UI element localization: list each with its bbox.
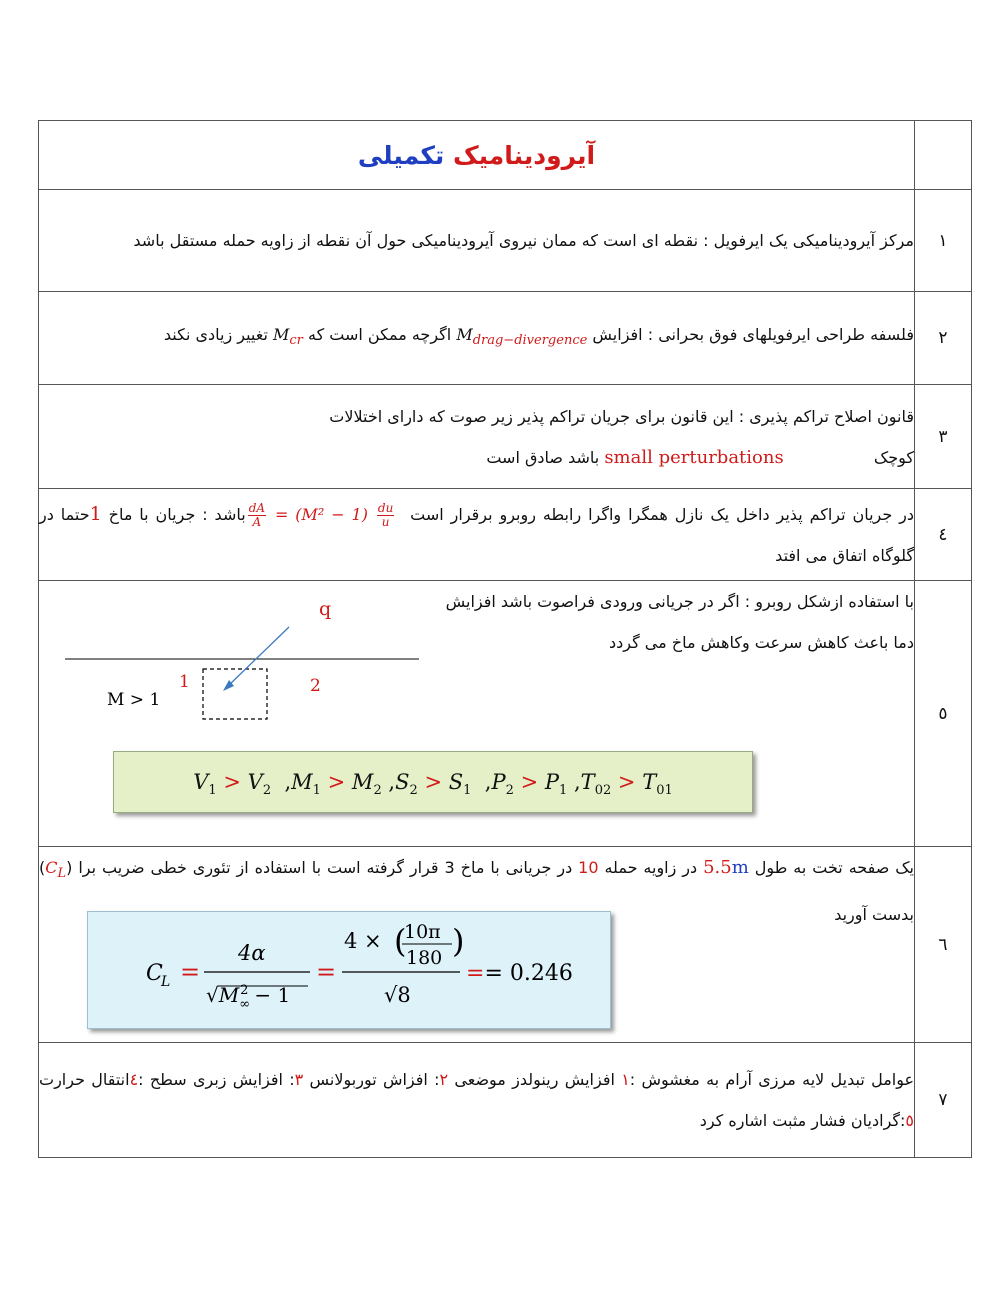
frac-num: dA: [248, 500, 266, 515]
row-7-text-d: : افزایش زبری سطح: [149, 1070, 295, 1089]
m1-subscript: drag−divergence: [472, 333, 588, 349]
length-unit: m: [731, 857, 749, 878]
formula-num1: 4α: [238, 941, 266, 965]
row-7-text-b: افزایش رینولدز موضعی: [454, 1070, 615, 1089]
row-2-text-c: تغییر زیادی نکند: [163, 325, 268, 345]
control-volume: [203, 669, 267, 719]
row-text: یک صفحه تخت به طول 5.5m در زاویه حمله 10 در جریانی با ماخ 3 قرار گرفته است با استفاده از تئوری خطی ضریب برا $(C_L)$ بدست آورید C L = 4α $√M_\infty 2 - 1$ = 4 × ( 10π 180 ) √8 == 0.246: [39, 847, 915, 1043]
relation-middle: = (M² − 1): [274, 504, 368, 524]
title-row: [39, 121, 972, 190]
formula-den1: $√M_\infty 2 - 1$: [206, 983, 291, 1012]
title-part1: آیرودینامیک: [452, 140, 596, 170]
paren-close: ): [452, 922, 465, 960]
equals-2: =: [316, 958, 337, 986]
eq-var: S: [395, 770, 410, 794]
row-6-text-d: بدست آورید: [834, 905, 914, 925]
m1-symbol: M: [456, 325, 473, 345]
row-3-text-a: کوچک: [873, 447, 914, 467]
row-3-text-c: باشد صادق است: [486, 447, 600, 467]
formula-result: == 0.246: [466, 961, 573, 986]
row-number: ٦: [915, 847, 972, 1043]
cl-symbol: C: [45, 858, 58, 877]
row-4-text-c: حتما در گلوگاه اتفاق می افتد: [39, 504, 914, 565]
row-3-line2: [39, 437, 914, 478]
pi-numerator: 10π: [404, 921, 441, 943]
row-1-text: مرکز آیرودینامیکی یک ایرفویل : نقطه ای است که ممان نیروی آیرودینامیکی حول آن نقطه از زاویه حمله مستقل باشد: [133, 231, 914, 250]
formula-num2: 4 ×: [344, 929, 382, 953]
plate-length: 5.5: [703, 857, 732, 878]
area-velocity-relation: [246, 500, 404, 529]
row-6-text-b: در زاویه حمله: [604, 858, 698, 877]
angle-of-attack: 10: [578, 858, 599, 877]
station-1-label: 1: [179, 672, 190, 692]
row-5-line1: با استفاده ازشکل روبرو : اگر در جریانی ورودی فراصوت باشد افزایش: [445, 592, 914, 611]
row-number: ٥: [915, 581, 972, 847]
row-4-text-a: در جریان تراکم پذیر داخل یک نازل همگرا واگرا رابطه روبرو برقرار است: [410, 504, 915, 524]
station-2-label: 2: [310, 676, 321, 696]
row-text: [39, 489, 915, 581]
du-over-u: [377, 502, 394, 529]
eq-var: T: [580, 770, 595, 794]
eq-var: T: [642, 770, 657, 794]
row-2-text-b: اگرچه ممکن است که: [308, 325, 452, 345]
row-number: ٤: [915, 489, 972, 581]
result-inequalities-box: $V_1 > V_2$ $,M_1 > M_2$ $,S_2 > S_1$ $,P_2 > P_1$ $,T_{02} > T_{01}$: [113, 751, 753, 813]
row-text: [39, 581, 915, 847]
row-6-text-c: در جریانی با ماخ 3 قرار گرفته است با استفاده از تئوری خطی ضریب برا: [78, 858, 573, 877]
eq-var: M: [291, 770, 313, 794]
row-7-text-e: :: [138, 1070, 144, 1089]
row-5: [39, 581, 972, 847]
paren-open: (: [394, 922, 407, 960]
frac-num: du: [377, 500, 394, 515]
eq-var: M: [351, 770, 374, 794]
frac-den: u: [381, 514, 390, 529]
page-title: [39, 121, 915, 190]
formula-den2: √8: [384, 983, 411, 1007]
mach-label: M > 1: [107, 690, 161, 710]
row-1: [39, 190, 972, 292]
qa-table: [38, 120, 972, 1158]
factor-4: ٤: [129, 1070, 139, 1089]
row-6: [39, 847, 972, 1043]
row-text: [39, 385, 915, 489]
m-drag-divergence: [456, 325, 588, 349]
eq-var: S: [448, 770, 464, 794]
factor-1: ۱: [621, 1070, 630, 1089]
lift-coefficient-formula: [88, 912, 610, 1028]
row-3: [39, 385, 972, 489]
heat-addition-diagram: [43, 587, 443, 727]
eq-var: V: [193, 770, 209, 794]
row-number: ۲: [915, 292, 972, 385]
dA-over-A: [248, 502, 266, 529]
formula-lhs: C: [146, 961, 163, 986]
equals-1: =: [180, 958, 201, 986]
factor-3: ۳: [294, 1070, 304, 1089]
row-text: [39, 1043, 915, 1158]
row-number: ۱: [915, 190, 972, 292]
small-perturbations-label: small perturbations: [604, 446, 784, 468]
row-2-text-a: فلسفه طراحی ایرفویلهای فوق بحرانی : افزایش: [592, 325, 914, 345]
row-text: [39, 190, 915, 292]
question-sheet: [38, 120, 972, 1160]
row-number: ۷: [915, 1043, 972, 1158]
eq-var: P: [544, 770, 560, 794]
row-7-text-c: : افزاش توربولانس: [309, 1070, 440, 1089]
heat-arrow: [227, 627, 289, 687]
row-5-line2: دما باعث کاهش سرعت وکاهش ماخ می گردد: [608, 633, 914, 652]
lift-coefficient-formula-box: [87, 911, 611, 1029]
factor-5: ٥: [905, 1111, 914, 1130]
pi-denominator: 180: [406, 947, 443, 969]
row-4: [39, 489, 972, 581]
m2-symbol: M: [273, 325, 290, 345]
heat-q-label: q: [319, 598, 332, 620]
row-2: [39, 292, 972, 385]
result-value: = 0.246: [484, 961, 573, 986]
cl-subscript: L: [57, 866, 67, 882]
title-number-cell: [915, 121, 972, 190]
row-text: [39, 292, 915, 385]
m-critical: [273, 325, 303, 349]
eq-var: V: [247, 770, 263, 794]
row-7-text-g: :گرادیان فشار مثبت اشاره کرد: [699, 1111, 906, 1130]
row-7: [39, 1043, 972, 1158]
row-number: ۳: [915, 385, 972, 489]
factor-2: ۲: [439, 1070, 449, 1089]
row-6-text-a: یک صفحه تخت به طول: [754, 858, 914, 877]
row-7-text-a: عوامل تبدیل لایه مرزی آرام به مغشوش :: [629, 1070, 915, 1089]
title-part2: تکمیلی: [357, 140, 445, 170]
mach-number: 1: [89, 502, 102, 525]
row-4-text-b: باشد : جریان با ماخ: [108, 504, 246, 524]
row-3-line1: قانون اصلاح تراکم پذیری : این قانون برای جریان تراکم پذیر زیر صوت که دارای اختلالات: [329, 406, 914, 426]
row-7-text-f: انتقال حرارت: [39, 1070, 130, 1089]
formula-lhs-sub: L: [161, 974, 171, 990]
frac-den: A: [252, 514, 262, 529]
eq-var: P: [491, 770, 506, 794]
m2-subscript: cr: [289, 333, 303, 349]
